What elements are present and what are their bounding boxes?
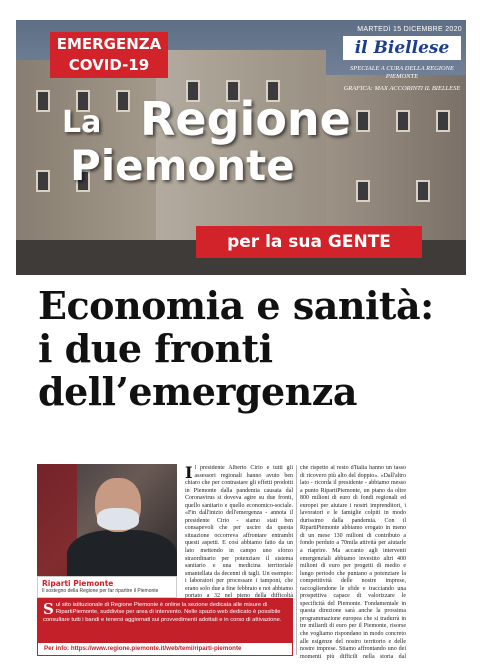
issue-date: MARTEDì 15 DICEMBRE 2020	[357, 26, 462, 33]
headline-piemonte: Piemonte	[70, 141, 295, 190]
window	[436, 110, 450, 132]
president-photo	[37, 464, 177, 576]
window	[396, 110, 410, 132]
photo-mask	[97, 508, 139, 530]
riparti-dropcap: S	[43, 600, 54, 618]
article-col1-text: l presidente Alberto Cirio e tutti gli assessori regionali hanno avuto ben chiaro che per contrastare gli effetti prodotti in Piemonte dalla pandemia causata dal Coronavirus si doveva agire su due fronti, quello sanitario e quello economico-sociale. «Fin dall'inizio dell'emergenza - annota il presidente Cirio - siamo stati ben consapevoli che per uscire da questa situazione occorreva affrontare entrambi questi aspetti. E così abbiamo fatto da un lato mettendo in campo uno sforzo straordinario per potenziare il sistema sanitario e una medicina territoriale smantellata da decenni di tagli. Un esempio: i laboratori per processare i tamponi, che erano solo due a fine febbraio e noi abbiamo portato a 32 nel pieno della difficoltà	[185, 465, 293, 598]
masthead	[338, 26, 466, 93]
article-dropcap: I	[185, 465, 193, 482]
article-column-1	[185, 465, 293, 598]
emergency-badge	[50, 32, 168, 78]
main-title	[38, 284, 458, 413]
newspaper-logo: il Biellese	[343, 36, 461, 60]
riparti-caption	[37, 576, 177, 598]
badge-line-1: EMERGENZA	[56, 35, 162, 53]
window	[356, 110, 370, 132]
riparti-box	[37, 598, 293, 642]
credit-line-1: SPECIALE A CURA DELLA REGIONE PIEMONTE	[350, 65, 454, 80]
photo-coat	[67, 530, 177, 576]
article-col2-text: che rispetto al resto d'Italia hanno un tasso di ricovero più alto del doppio». «Dall'altro lato - ricorda il presidente - abbiamo messo a punto RipartiPiemonte, un piano da oltre 800 milioni di euro di fondi regionali ed europei per aiutare i nostri imprenditori, i lavoratori e le famiglie colpiti in modo durissimo dalla pandemia. Con il RipartiPiemonte abbiamo erogato in meno di un mese 130 milioni di contributo a fondo perduto a 70mila attività per aiutarle a riaprire. Ma accanto agli interventi emergenziali abbiamo investito altri 400 milioni di euro per progetti di medio e lungo periodo che puntano a potenziare la competitività delle nostre imprese, raccogliendone le sfide e tracciando una prospettiva capace di valorizzare le specificità del Piemonte. Fondamentale in questa direzione sarà anche la prossima programmazione europea che si tradurrà in tre miliardi di euro per il Piemonte, risorse che vogliamo rispondano in modo concreto alle esigenze del nostro territorio e delle nostre imprese. Stiamo affrontando uno dei momenti più difficili nella storia dal	[300, 465, 406, 660]
headline-regione: Regione	[140, 92, 351, 146]
title-line-3: dell’emergenza	[38, 369, 358, 414]
credit-line-2: GRAFICA: MAX ACCORINTI IL BIELLESE	[343, 85, 461, 92]
riparti-title: Riparti Piemonte	[42, 579, 114, 588]
window	[36, 90, 50, 112]
headline-la: La	[62, 105, 102, 140]
tagline-banner: per la sua GENTE	[196, 226, 422, 258]
column-divider	[296, 465, 297, 655]
window	[36, 170, 50, 192]
title-line-1: Economia e sanità:	[38, 283, 434, 328]
riparti-subtitle: Il sostegno della Regione per far ripartire il Piemonte	[42, 588, 159, 594]
badge-line-2: COVID-19	[68, 56, 150, 74]
window	[416, 180, 430, 202]
article-column-2	[300, 465, 406, 660]
riparti-body: ul sito istituzionale di Regione Piemonte è online la sezione dedicata alle misure di RipartiPiemonte, suddivise per area di intervento. Nelle spazio web dedicato è possibile consultare tutti i bandi e tenersi aggiornati sui provvedimenti adottati e in corso di attivazione.	[43, 602, 282, 623]
window	[116, 90, 130, 112]
info-link[interactable]: Per info: https://www.regione.piemonte.it/web/temi/riparti-piemonte	[37, 642, 293, 656]
title-line-2: i due fronti	[38, 326, 273, 371]
window	[356, 180, 370, 202]
